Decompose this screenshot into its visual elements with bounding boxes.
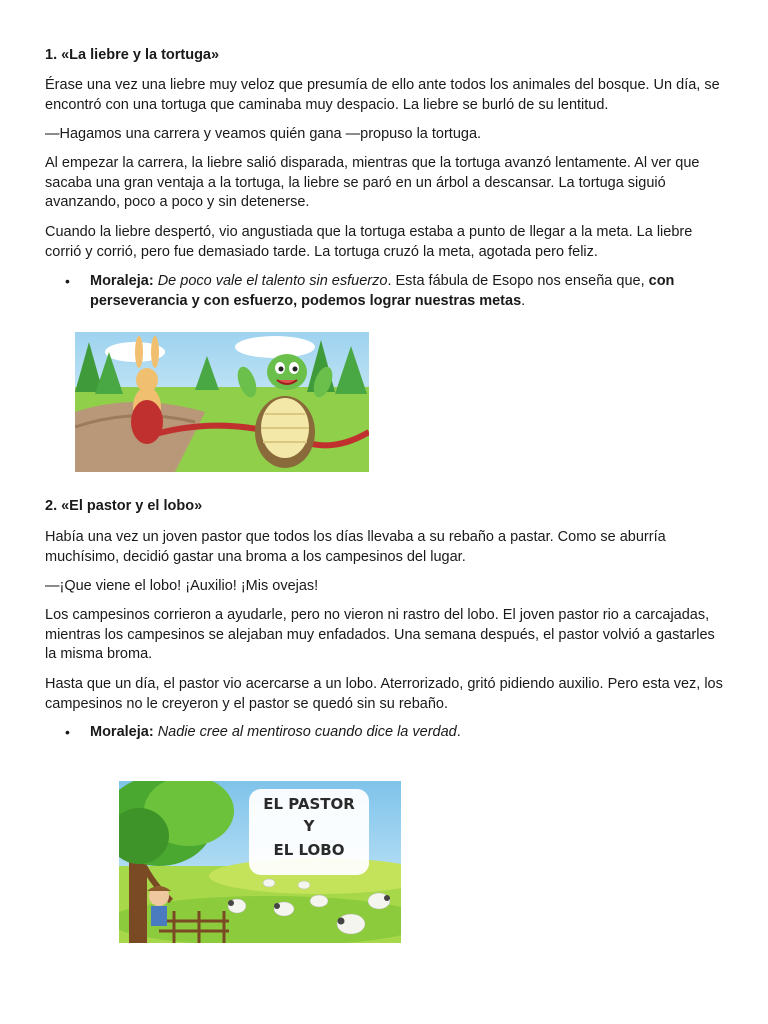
moral-end: .	[521, 292, 526, 309]
image-title-line-3: EL LOBO	[273, 841, 345, 859]
story1-paragraph-4: Cuando la liebre despertó, vio angustiada que la tortuga estaba a punto de llegar a la meta. La liebre corrió y corrió, pero fue demasiado tarde. La tortuga cruzó la meta, agotada pero feliz.	[45, 224, 693, 260]
moral-rest: . Esta fábula de Esopo nos enseña que,	[387, 273, 649, 289]
story1-title: 1. «La liebre y la tortuga»	[45, 47, 220, 63]
shepherd-wolf-illustration	[119, 781, 401, 943]
bullet-icon: •	[65, 273, 70, 289]
moral-end: .	[456, 724, 461, 740]
story1-paragraph-3: Al empezar la carrera, la liebre salió disparada, mientras que la tortuga avanzó lentamente. Al ver que sacaba una gran ventaja a la tortuga, la liebre se paró en un árbol a descansar. La tortuga siguió avanzando, poco a poco y sin detenerse.	[45, 155, 700, 210]
moral-label: Moraleja:	[90, 724, 154, 740]
story1-moral-text	[90, 272, 725, 311]
story2-paragraph-1: Había una vez un joven pastor que todos los días llevaba a su rebaño a pastar. Como se aburría muchísimo, decidió gastar una broma a los campesinos del lugar.	[45, 529, 666, 565]
story2-paragraph-3: Los campesinos corrieron a ayudarle, pero no vieron ni rastro del lobo. El joven pastor rio a carcajadas, mientras los campesinos se alejaban muy enfadados. Una semana después, el pastor volvió a gastarles la misma broma.	[45, 607, 715, 662]
bullet-icon: •	[65, 724, 70, 740]
moral-italic: De poco vale el talento sin esfuerzo	[157, 273, 388, 289]
hare-tortoise-illustration	[75, 332, 369, 472]
story1-paragraph-1: Érase una vez una liebre muy veloz que presumía de ello ante todos los animales del bosque. Un día, se encontró con una tortuga que caminaba muy despacio. La liebre se burló de su lentitud.	[45, 77, 720, 113]
moral-bold: con perseverancia y con esfuerzo, podemos lograr nuestras metas	[90, 273, 675, 309]
shepherd-wolf-image	[119, 781, 401, 943]
moral-italic: Nadie cree al mentiroso cuando dice la verdad	[157, 724, 457, 740]
moral-label: Moraleja:	[90, 273, 154, 289]
story2-paragraph-2: —¡Que viene el lobo! ¡Auxilio! ¡Mis ovejas!	[45, 578, 319, 594]
story2-title: 2. «El pastor y el lobo»	[45, 498, 203, 514]
hare-tortoise-image	[75, 332, 369, 472]
story1-paragraph-2: —Hagamos una carrera y veamos quién gana —propuso la tortuga.	[45, 126, 482, 142]
story2-paragraph-4: Hasta que un día, el pastor vio acercarse a un lobo. Aterrorizado, gritó pidiendo auxilio. Pero esta vez, los campesinos no le creyeron y el pastor se quedó sin su rebaño.	[45, 676, 723, 712]
image-title-line-1: EL PASTOR	[263, 795, 355, 813]
image-title-line-2: Y	[303, 817, 315, 835]
story2-moral-text	[90, 723, 725, 743]
